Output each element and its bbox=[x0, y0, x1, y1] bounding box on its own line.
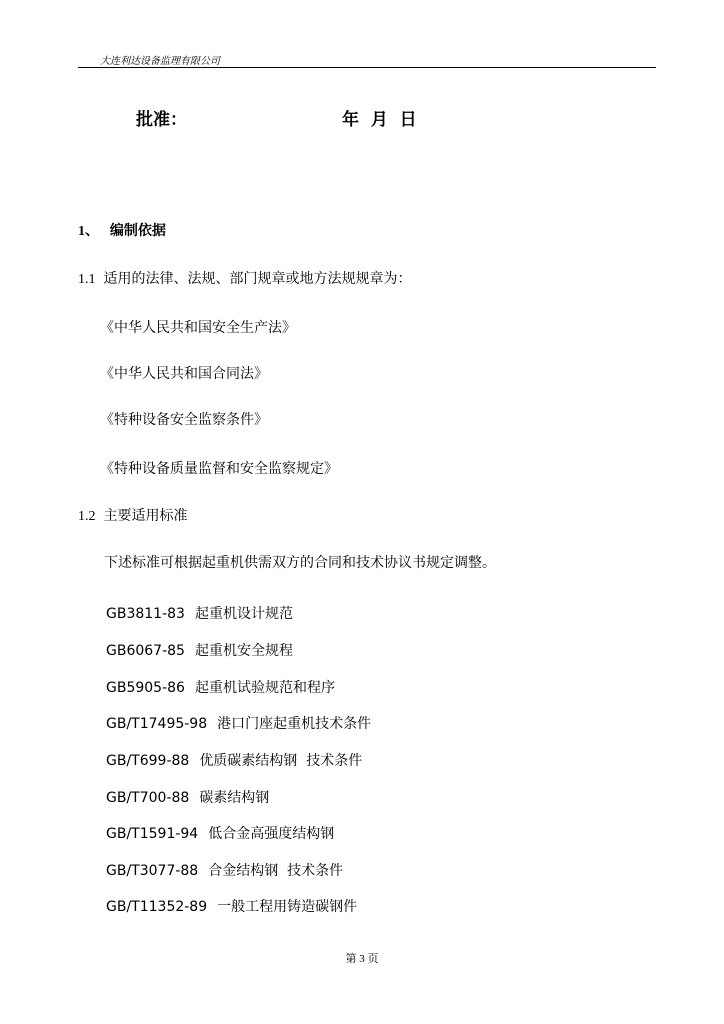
standard-name: 一般工程用铸造碳钢件 bbox=[217, 899, 358, 915]
standard-name: 起重机试验规范和程序 bbox=[194, 680, 335, 696]
standard-code: GB/T700-88 bbox=[106, 790, 190, 806]
section-number: 1、 bbox=[78, 224, 99, 239]
law-item: 《特种设备安全监察条件》 bbox=[100, 412, 268, 428]
section-title: 编制依据 bbox=[109, 223, 166, 239]
approval-label: 批准： bbox=[136, 110, 187, 130]
standard-name: 优质碳素结构钢 技术条件 bbox=[199, 753, 363, 769]
law-item: 《特种设备质量监督和安全监察规定》 bbox=[100, 461, 338, 477]
standard-name: 起重机设计规范 bbox=[194, 606, 293, 622]
standard-code: GB6067-85 bbox=[106, 643, 185, 659]
standard-name: 港口门座起重机技术条件 bbox=[217, 716, 372, 732]
standard-name: 低合金高强度结构钢 bbox=[208, 826, 335, 842]
subsection-title: 适用的法律、法规、部门规章或地方法规规章为： bbox=[103, 271, 412, 287]
standard-code: GB3811-83 bbox=[106, 606, 185, 622]
header-divider bbox=[78, 67, 656, 68]
standard-code: GB/T17495-98 bbox=[106, 716, 208, 732]
standard-item bbox=[106, 713, 371, 733]
standard-item bbox=[106, 787, 269, 807]
standard-code: GB/T699-88 bbox=[106, 753, 190, 769]
standard-item bbox=[106, 750, 362, 770]
header-company-name: 大连利达设备监理有限公司 bbox=[100, 56, 220, 67]
section-heading-1 bbox=[78, 220, 166, 240]
subsection-title: 主要适用标准 bbox=[103, 508, 188, 524]
subsection-heading-1-1 bbox=[78, 268, 412, 288]
page-number-footer: 第 3 页 bbox=[345, 953, 379, 965]
standard-item bbox=[106, 603, 293, 623]
standard-code: GB/T1591-94 bbox=[106, 826, 199, 842]
law-item: 《中华人民共和国安全生产法》 bbox=[100, 320, 296, 336]
standard-item bbox=[106, 896, 357, 916]
subsection-number: 1.1 bbox=[78, 272, 96, 287]
standard-code: GB/T3077-88 bbox=[106, 863, 199, 879]
subsection-heading-1-2 bbox=[78, 505, 188, 525]
subsection-number: 1.2 bbox=[78, 509, 96, 524]
standard-item bbox=[106, 640, 293, 660]
standard-item bbox=[106, 823, 334, 843]
standard-name: 碳素结构钢 bbox=[199, 790, 270, 806]
approval-date: 年 月 日 bbox=[342, 110, 417, 130]
standard-name: 起重机安全规程 bbox=[194, 643, 293, 659]
standard-item bbox=[106, 677, 335, 697]
standard-name: 合金结构钢 技术条件 bbox=[208, 863, 344, 879]
standard-code: GB/T11352-89 bbox=[106, 899, 208, 915]
standard-code: GB5905-86 bbox=[106, 680, 185, 696]
law-item: 《中华人民共和国合同法》 bbox=[100, 366, 268, 382]
standards-intro: 下述标准可根据起重机供需双方的合同和技术协议书规定调整。 bbox=[104, 555, 496, 571]
standard-item bbox=[106, 860, 343, 880]
